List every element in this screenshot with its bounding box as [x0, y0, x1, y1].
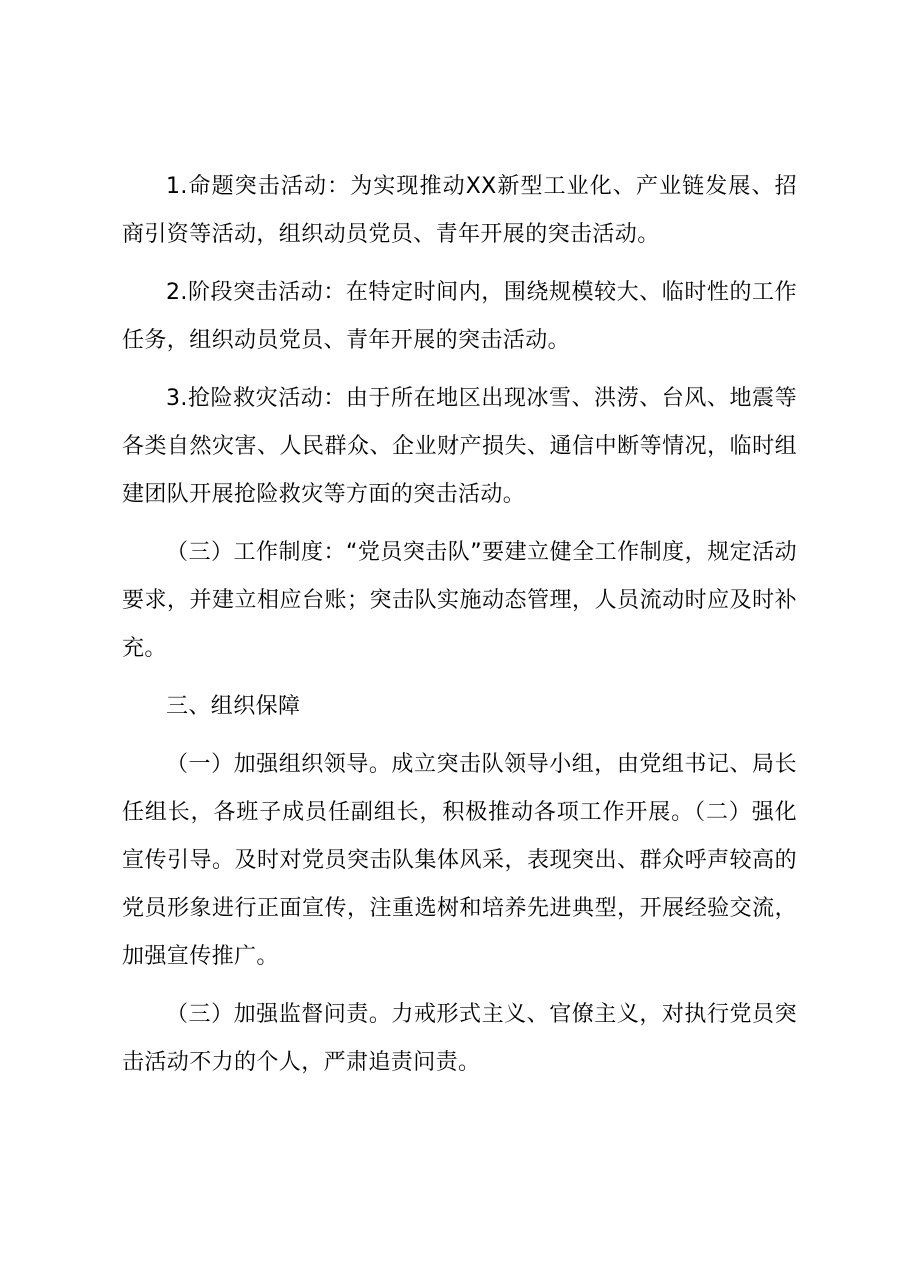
paragraph-leadership-publicity: （一）加强组织领导。成立突击队领导小组，由党组书记、局长任组长，各班子成员任副组长，积极推动各项工作开展。（二）强化宣传引导。及时对党员突击队集体风采，表现突出、群众呼声较高的党员形象进行正面宣传，注重选树和培养先进典型，开展经验交流，加强宣传推广。 [122, 752, 797, 969]
section-heading-organization-guarantee: 三、组织保障 [166, 694, 301, 719]
paragraph-work-system: （三）工作制度：“党员突击队”要建立健全工作制度，规定活动要求，并建立相应台账；突击队实施动态管理，人员流动时应及时补充。 [122, 540, 797, 661]
paragraph-disaster-relief: 3.抢险救灾活动：由于所在地区出现冰雪、洪涝、台风、地震等各类自然灾害、人民群众、企业财产损失、通信中断等情况，临时组建团队开展抢险救灾等方面的突击活动。 [122, 386, 797, 507]
paragraph-task-assault: 1.命题突击活动：为实现推动XX新型工业化、产业链发展、招商引资等活动，组织动员党员、青年开展的突击活动。 [122, 174, 797, 247]
paragraph-stage-assault: 2.阶段突击活动：在特定时间内，围绕规模较大、临时性的工作任务，组织动员党员、青年开展的突击活动。 [122, 280, 797, 353]
document-body [122, 163, 797, 1097]
paragraph-supervision: （三）加强监督问责。力戒形式主义、官僚主义，对执行党员突击活动不力的个人，严肃追责问责。 [122, 1002, 797, 1075]
